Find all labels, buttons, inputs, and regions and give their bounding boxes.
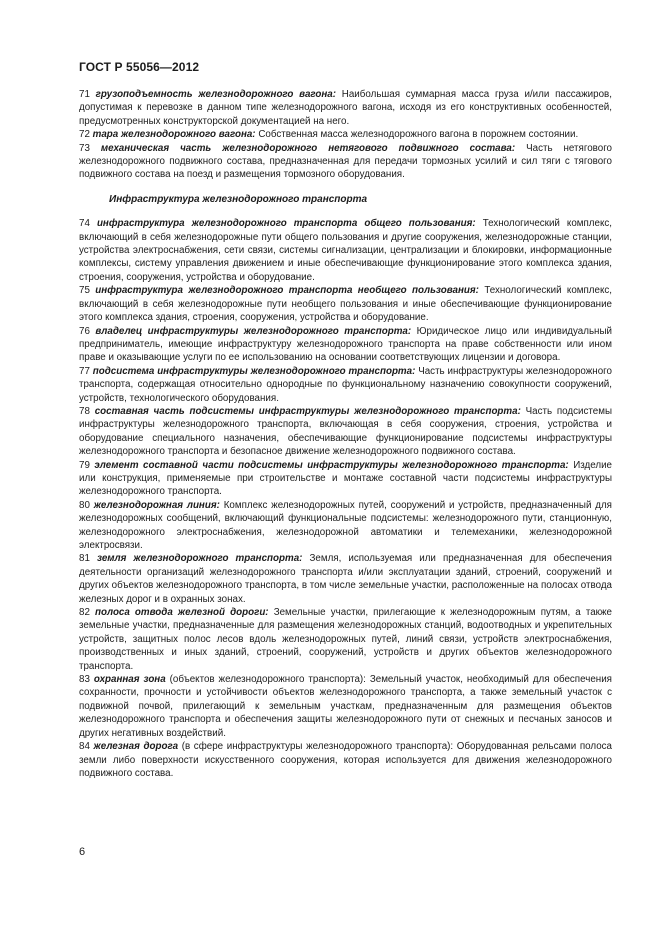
entry-definition: Собственная масса железнодорожного вагона в порожнем состоянии. [258, 129, 579, 141]
term-entry [79, 284, 612, 324]
entry-term: полоса отвода железной дороги: [95, 607, 269, 619]
term-entry [79, 142, 612, 182]
term-entry [79, 405, 612, 459]
entry-number: 81 [79, 553, 90, 565]
entry-term: элемент составной части подсистемы инфраструктуры железнодорожного транспорта: [94, 459, 569, 471]
entry-definition: Изделие или конструкция, применяемые при строительстве и монтаже составной части подсистемы инфраструктуры железнодорожного транспорта. [79, 459, 612, 498]
entry-term: охранная зона [93, 674, 166, 686]
entry-definition: Наибольшая суммарная масса груза и/или пассажиров, допустимая к перевозке в данном типе железнодорожного вагона, исходя из его конструктивных особенностей, предусмотренных конструкторской документацией на него. [79, 89, 612, 127]
entry-number: 72 [79, 129, 90, 141]
entry-term: земля железнодорожного транспорта: [96, 553, 303, 565]
entry-term: грузоподъемность железнодорожного вагона: [95, 89, 336, 100]
entry-term: инфраструктура железнодорожного транспорта общего пользования: [96, 218, 476, 230]
page-header-standard: ГОСТ Р 55056—2012 [79, 60, 200, 74]
entry-definition: (в сфере инфраструктуры железнодорожного транспорта): Оборудованная рельсами полоса земли либо поверхности искусственного сооружения, которая используется для движения железнодорожного подвижного состава. [79, 741, 612, 779]
entry-number: 79 [79, 459, 90, 471]
entry-number: 80 [79, 499, 90, 511]
term-entry [79, 740, 612, 780]
term-entry [79, 606, 612, 673]
entry-term: инфраструктура железнодорожного транспорта необщего пользования: [95, 285, 479, 297]
entry-definition: Юридическое лицо или индивидуальный предприниматель, имеющие инфраструктуру железнодорожного транспорта на праве собственности или ином праве и оказывающие услуги по ее использованию на основании соответствующих лицензии и договора. [79, 325, 612, 364]
entry-definition: Технологический комплекс, включающий в себя железнодорожные пути общего пользования и другие сооружения, железнодорожные станции, устройства электроснабжения, сети связи, системы сигнализации, централизации и блокировки, информационные комплексы, систему управления движением и иные обеспечивающие функционирование этого комплекса здания, строения, сооружения, устройства и оборудование. [79, 218, 612, 283]
entry-definition: Земля, используемая или предназначенная для обеспечения деятельности организаций железнодорожного транспорта и/или эксплуатации зданий, строений, сооружений и других объектов железнодорожного транспорта, в том числе земельные участки, расположенные на полосах отвода железных дорог и в охранных зонах. [79, 553, 612, 605]
entry-term: тара железнодорожного вагона: [92, 129, 256, 141]
entry-number: 82 [79, 607, 90, 619]
term-entry [79, 88, 612, 128]
entry-definition: Часть нетягового железнодорожного подвижного состава, предназначенная для передачи тормозных усилий и сил тяги с тягового подвижного состава на поезд и размещения тормозного оборудования. [79, 142, 612, 181]
entry-definition: (объектов железнодорожного транспорта): Земельный участок, необходимый для обеспечения сохранности, прочности и устойчивости объектов железнодорожного транспорта, а также земельный участок с подвижной почвой, прилегающий к земельным участкам, предназначенным для размещения объектов железнодорожного транспорта и обеспечения защиты железнодорожного пути от снежных и песчаных заносов и других негативных воздействий. [79, 674, 612, 739]
entry-number: 74 [79, 218, 90, 230]
section-heading: Инфраструктура железнодорожного транспорта [109, 193, 368, 205]
entry-term: составная часть подсистемы инфраструктуры железнодорожного транспорта: [94, 405, 521, 417]
entry-definition: Технологический комплекс, включающий в себя железнодорожные пути необщего пользования и иные обеспечивающие функционирование этого комплекса здания, строения, сооружения, устройства и оборудование. [79, 285, 612, 324]
document-body [79, 88, 612, 780]
entry-term: владелец инфраструктуры железнодорожного транспорта: [95, 325, 412, 337]
entry-term: подсистема инфраструктуры железнодорожного транспорта: [92, 365, 416, 377]
entry-definition: Комплекс железнодорожных путей, сооружений и устройств, предназначенный для железнодорожных сообщений, включающий функциональные подсистемы: железнодорожного пути, станционную, железнодорожного электроснабжения, железнодорожной автоматики и телемеханики, железнодорожной электросвязи. [79, 499, 612, 551]
entry-number: 83 [79, 674, 90, 686]
term-entry [79, 365, 612, 405]
term-entry [79, 217, 612, 284]
entry-number: 78 [79, 405, 90, 417]
entry-number: 73 [79, 142, 90, 154]
entry-definition: Часть подсистемы инфраструктуры железнодорожного транспорта, включающая в себя сооружения, строения, устройства и оборудование специального назначения, обеспечивающие функционирование подсистемы инфраструктуры железнодорожного транспорта и безопасное движение железнодорожного подвижного состава. [79, 405, 612, 458]
entry-term: железнодорожная линия: [93, 499, 220, 511]
term-list-infrastructure [79, 217, 612, 780]
term-entry [79, 499, 612, 553]
term-entry [79, 552, 612, 606]
entry-number: 75 [79, 285, 90, 297]
entry-number: 71 [79, 89, 90, 100]
page-number: 6 [79, 846, 86, 858]
term-entry [79, 673, 612, 740]
entry-number: 77 [79, 365, 90, 377]
entry-number: 84 [79, 741, 90, 753]
entry-definition: Часть инфраструктуры железнодорожного транспорта, содержащая относительно однородные по функциональному назначению совокупности сооружений, устройств, технологического оборудования. [79, 365, 612, 404]
entry-number: 76 [79, 325, 90, 337]
term-entry [79, 325, 612, 365]
term-entry [79, 128, 612, 141]
entry-term: железная дорога [93, 741, 179, 753]
entry-term: механическая часть железнодорожного нетягового подвижного состава: [100, 142, 516, 154]
entry-definition: Земельные участки, прилегающие к железнодорожным путям, а также земельные участки, предназначенные для размещения железнодорожных станций, водоотводных и укрепительных устройств, защитных полос лесов вдоль железнодорожных путей, линий связи, устройств электроснабжения, производственных и иных зданий, строений, сооружений, устройств и других объектов железнодорожного транспорта. [79, 607, 612, 672]
term-entry [79, 459, 612, 499]
term-list-rolling-stock [79, 88, 612, 182]
